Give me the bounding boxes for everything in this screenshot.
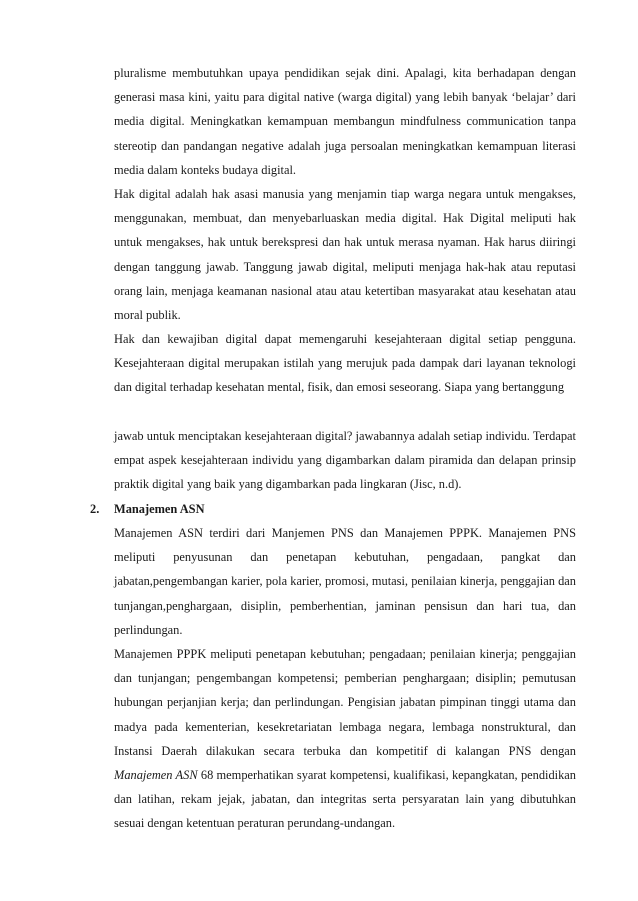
pppk-text-italic: Manajemen ASN — [114, 768, 198, 783]
paragraph-hak-digital: Hak digital adalah hak asasi manusia yang menjamin tiap warga negara untuk mengakses, menggunakan, membuat, dan menyebarluaskan media digital. Hak Digital meliputi hak untuk mengakses, hak untuk berekspresi dan hak untuk merasa nyaman. Hak harus diiringi dengan tanggung jawab. Tanggung jawab digital, meliputi menjaga hak-hak atau reputasi orang lain, menjaga keamanan nasional atau atau ketertiban masyarakat atau kesehatan atau moral publik. — [114, 187, 576, 323]
pppk-text-before: Manajemen PPPK meliputi penetapan kebutuhan; pengadaan; penilaian kinerja; penggajian dan tunjangan; pengembangan kompetensi; pemberian penghargaan; disiplin; pemutusan hubungan perjanjian kerja; dan perlindungan. Pengisian jabatan pimpinan tinggi utama dan madya pada kementerian, kesekretariatan lembaga negara, lembaga nonstruktural, dan Instansi Daerah dilakukan secara terbuka dan kompetitif di kalangan PNS dengan — [114, 647, 576, 758]
pppk-text-after: 68 memperhatikan syarat kompetensi, kualifikasi, kepangkatan, pendidikan dan latihan, rekam jejak, jabatan, dan integritas serta persyaratan lain yang dibutuhkan sesuai dengan ketentuan peraturan perundang-undangan. — [114, 768, 576, 831]
section-number: 2. — [90, 502, 100, 516]
paragraph-pluralisme: pluralisme membutuhkan upaya pendidikan sejak dini. Apalagi, kita berhadapan dengan generasi masa kini, yaitu para digital native (warga digital) yang lebih banyak ‘belajar’ dari media digital. Meningkatkan kemampuan membangun mindfulness communication tanpa stereotip dan pandangan negative adalah juga persoalan meningkatkan kemampuan literasi media dalam konteks budaya digital. — [114, 66, 576, 177]
paragraph-tanggung-jawab: jawab untuk menciptakan kesejahteraan digital? jawabannya adalah setiap individu. Terdapat empat aspek kesejahteraan individu yang digambarkan dalam piramida dan delapan prinsip praktik digital yang baik yang digambarkan pada lingkaran (Jisc, n.d). — [114, 429, 576, 492]
paragraph-manajemen-pns: Manajemen ASN terdiri dari Manjemen PNS dan Manajemen PPPK. Manajemen PNS meliputi penyusunan dan penetapan kebutuhan, pengadaan, pangkat dan jabatan,pengembangan karier, pola karier, promosi, mutasi, penilaian kinerja, penggajian dan tunjangan,penghargaan, disiplin, pemberhentian, jaminan pensisun dan hari tua, dan perlindungan. — [114, 526, 576, 637]
paragraph-manajemen-pppk — [114, 642, 576, 836]
paragraph-kesejahteraan-digital: Hak dan kewajiban digital dapat memengaruhi kesejahteraan digital setiap pengguna. Kesejahteraan digital merupakan istilah yang merujuk pada dampak dari layanan teknologi dan digital terhadap kesehatan mental, fisik, dan emosi seseorang. Siapa yang bertanggung — [114, 332, 576, 395]
section-title: Manajemen ASN — [114, 502, 205, 516]
